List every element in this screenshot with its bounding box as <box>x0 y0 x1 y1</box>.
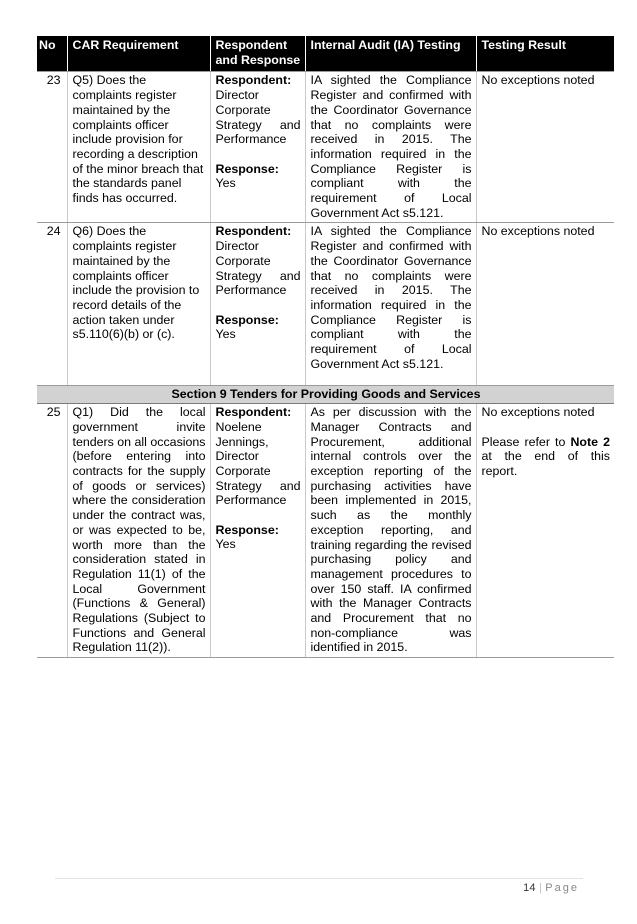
header-car-requirement: CAR Requirement <box>67 36 210 72</box>
car-requirement-cell: Q5) Does the complaints register maintained by the complaints officer include provision for recording a description of the minor breach that the standards panel finds has occurred. <box>67 72 210 223</box>
footer-separator: | <box>538 882 543 894</box>
table-row <box>37 404 614 658</box>
footer-divider <box>55 878 583 879</box>
respondent-name: Director Corporate Strategy and Performance <box>215 88 301 147</box>
response-value: Yes <box>215 537 236 552</box>
testing-result-cell: No exceptions noted <box>476 223 614 386</box>
respondent-label: Respondent: <box>215 224 292 239</box>
header-ia-testing: Internal Audit (IA) Testing <box>305 36 476 72</box>
ia-testing-cell: IA sighted the Compliance Register and confirmed with the Coordinator Governance that no complaints were received in 2015. The information required in the Compliance Register is compliant with the requirement of Local Government Act s5.121. <box>305 223 476 386</box>
response-label: Response: <box>215 522 279 537</box>
respondent-label: Respondent: <box>215 405 292 420</box>
page-footer <box>523 882 579 894</box>
header-respondent: Respondent and Response <box>210 36 305 72</box>
response-value: Yes <box>215 176 236 191</box>
ia-testing-cell: IA sighted the Compliance Register and confirmed with the Coordinator Governance that no complaints were received in 2015. The information required in the Compliance Register is compliant with the requirement of Local Government Act s5.121. <box>305 72 476 223</box>
respondent-cell <box>210 223 305 386</box>
row-number: 24 <box>37 223 67 386</box>
respondent-cell <box>210 404 305 658</box>
response-value: Yes <box>215 327 236 342</box>
note-ref-post: at the end of this report. <box>481 449 610 478</box>
table-row <box>37 72 614 223</box>
ia-testing-cell: As per discussion with the Manager Contracts and Procurement, additional internal controls over the exception reporting of the purchasing activities have been implemented in 2015, such as the monthly exception reporting, and training regarding the revised purchasing policy and management procedures to over 150 staff. IA confirmed with the Manager Contracts and Procurement that no non-compliance was identified in 2015. <box>305 404 476 658</box>
row-number: 25 <box>37 404 67 658</box>
audit-table <box>37 36 614 658</box>
testing-result-cell: No exceptions noted <box>476 72 614 223</box>
result-line: No exceptions noted <box>481 405 595 420</box>
response-label: Response: <box>215 312 279 327</box>
car-requirement-cell: Q6) Does the complaints register maintained by the complaints officer include the provision to record details of the action taken under s5.110(6)(b) or (c). <box>67 223 210 386</box>
note-ref-pre: Please refer to <box>481 434 566 449</box>
page-number: 14 <box>523 882 536 894</box>
testing-result-cell <box>476 404 614 658</box>
note-reference <box>482 435 611 478</box>
table-row <box>37 223 614 386</box>
response-label: Response: <box>215 161 279 176</box>
header-testing-result: Testing Result <box>476 36 614 72</box>
section-9-title: Section 9 Tenders for Providing Goods and Services <box>37 386 614 404</box>
page-label: Page <box>545 882 579 894</box>
respondent-cell <box>210 72 305 223</box>
respondent-label: Respondent: <box>215 73 292 88</box>
respondent-name: Director Corporate Strategy and Performance <box>215 239 301 298</box>
respondent-name: Noelene Jennings, Director Corporate Strategy and Performance <box>215 419 301 508</box>
section-header-row <box>37 386 614 404</box>
row-number: 23 <box>37 72 67 223</box>
note-ref-bold: Note 2 <box>570 434 610 449</box>
table-header-row <box>37 36 614 72</box>
car-requirement-cell: Q1) Did the local government invite tenders on all occasions (before entering into contracts for the supply of goods or services) where the consideration under the contract was, or was expected to be, worth more than the consideration stated in Regulation 11(1) of the Local Government (Functions & General) Regulations (Subject to Functions and General Regulation 11(2)). <box>67 404 210 658</box>
header-no: No <box>37 36 67 72</box>
